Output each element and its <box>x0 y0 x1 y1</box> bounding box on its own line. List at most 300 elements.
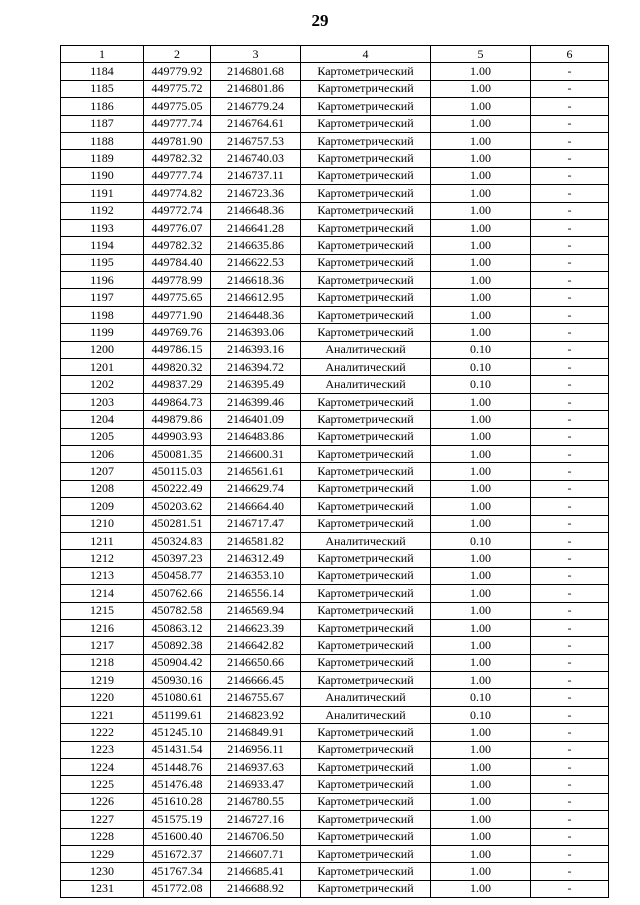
table-cell: 1.00 <box>431 759 531 776</box>
table-cell: Картометрический <box>301 550 431 567</box>
table-cell: 2146740.03 <box>211 150 301 167</box>
table-cell: Картометрический <box>301 445 431 462</box>
table-cell: 2146395.49 <box>211 376 301 393</box>
table-cell: Аналитический <box>301 376 431 393</box>
table-cell: 1227 <box>61 811 144 828</box>
table-cell: - <box>531 654 609 671</box>
table-cell: 1.00 <box>431 185 531 202</box>
table-cell: 450115.03 <box>144 463 211 480</box>
table-cell: Картометрический <box>301 428 431 445</box>
table-cell: 449820.32 <box>144 359 211 376</box>
table-cell: - <box>531 445 609 462</box>
table-cell: 1217 <box>61 637 144 654</box>
table-cell: - <box>531 637 609 654</box>
table-row <box>61 654 609 671</box>
table-cell: Картометрический <box>301 98 431 115</box>
table-cell: Картометрический <box>301 185 431 202</box>
table-cell: 2146664.40 <box>211 498 301 515</box>
table-cell: 2146933.47 <box>211 776 301 793</box>
table-cell: - <box>531 619 609 636</box>
table-cell: 1220 <box>61 689 144 706</box>
table-cell: 1186 <box>61 98 144 115</box>
table-cell: 2146727.16 <box>211 811 301 828</box>
table-cell: 1189 <box>61 150 144 167</box>
table-cell: 1214 <box>61 585 144 602</box>
table-cell: 2146801.68 <box>211 63 301 80</box>
table-cell: 0.10 <box>431 532 531 549</box>
table-cell: 2146641.28 <box>211 219 301 236</box>
table-cell: 1216 <box>61 619 144 636</box>
table-row <box>61 619 609 636</box>
table-cell: - <box>531 567 609 584</box>
table-cell: - <box>531 515 609 532</box>
table-cell: - <box>531 167 609 184</box>
table-row <box>61 411 609 428</box>
table-cell: 1.00 <box>431 793 531 810</box>
table-row <box>61 132 609 149</box>
table-cell: 1.00 <box>431 637 531 654</box>
table-cell: Картометрический <box>301 776 431 793</box>
table-cell: 0.10 <box>431 376 531 393</box>
table-cell: 449772.74 <box>144 202 211 219</box>
table-row <box>61 341 609 358</box>
page-number: 29 <box>311 11 329 30</box>
table-cell: 2146401.09 <box>211 411 301 428</box>
table-cell: - <box>531 689 609 706</box>
table-row <box>61 550 609 567</box>
table-row <box>61 845 609 862</box>
table-row <box>61 689 609 706</box>
table-cell: - <box>531 98 609 115</box>
table-cell: - <box>531 411 609 428</box>
table-cell: Картометрический <box>301 393 431 410</box>
table-cell: - <box>531 341 609 358</box>
table-row <box>61 185 609 202</box>
table-cell: 1200 <box>61 341 144 358</box>
table-cell: 1210 <box>61 515 144 532</box>
table-row <box>61 828 609 845</box>
table-cell: - <box>531 393 609 410</box>
table-cell: Картометрический <box>301 306 431 323</box>
table-row <box>61 811 609 828</box>
table-cell: 1.00 <box>431 272 531 289</box>
table-cell: 450203.62 <box>144 498 211 515</box>
table-cell: - <box>531 254 609 271</box>
table-cell: Картометрический <box>301 567 431 584</box>
table-cell: Картометрический <box>301 324 431 341</box>
table-cell: 1218 <box>61 654 144 671</box>
table-cell: 1197 <box>61 289 144 306</box>
table-cell: 1.00 <box>431 393 531 410</box>
table-cell: 2146569.94 <box>211 602 301 619</box>
table-cell: 2146618.36 <box>211 272 301 289</box>
table-cell: 451199.61 <box>144 706 211 723</box>
table-row <box>61 254 609 271</box>
table-cell: 1205 <box>61 428 144 445</box>
table-row <box>61 63 609 80</box>
table-row <box>61 880 609 897</box>
table-cell: 1.00 <box>431 845 531 862</box>
table-cell: Картометрический <box>301 880 431 897</box>
table-cell: 1.00 <box>431 654 531 671</box>
table-cell: 2146737.11 <box>211 167 301 184</box>
table-cell: Картометрический <box>301 619 431 636</box>
table-cell: 2146393.16 <box>211 341 301 358</box>
table-cell: Картометрический <box>301 411 431 428</box>
table-cell: Аналитический <box>301 341 431 358</box>
table-cell: 2146312.49 <box>211 550 301 567</box>
table-cell: 1.00 <box>431 567 531 584</box>
table-cell: 2146648.36 <box>211 202 301 219</box>
table-cell: 2146801.86 <box>211 80 301 97</box>
table-row <box>61 863 609 880</box>
table-cell: 451448.76 <box>144 759 211 776</box>
table-cell: 1.00 <box>431 132 531 149</box>
table-cell: 1213 <box>61 567 144 584</box>
table-cell: 2146685.41 <box>211 863 301 880</box>
table-cell: 1184 <box>61 63 144 80</box>
table-cell: Картометрический <box>301 202 431 219</box>
table-cell: 1208 <box>61 480 144 497</box>
table-cell: 450324.83 <box>144 532 211 549</box>
table-cell: 1194 <box>61 237 144 254</box>
table-cell: 1203 <box>61 393 144 410</box>
table-cell: - <box>531 759 609 776</box>
table-cell: 2146629.74 <box>211 480 301 497</box>
table-cell: 449782.32 <box>144 237 211 254</box>
table-cell: - <box>531 532 609 549</box>
table-cell: 1211 <box>61 532 144 549</box>
table-cell: 450397.23 <box>144 550 211 567</box>
table-cell: 451672.37 <box>144 845 211 862</box>
table-row <box>61 567 609 584</box>
table-cell: 2146394.72 <box>211 359 301 376</box>
table-cell: Картометрический <box>301 811 431 828</box>
table-header-row <box>61 46 609 63</box>
table-row <box>61 289 609 306</box>
table-cell: 1204 <box>61 411 144 428</box>
table-cell: 1212 <box>61 550 144 567</box>
table-row <box>61 637 609 654</box>
table-cell: 450281.51 <box>144 515 211 532</box>
table-cell: Картометрический <box>301 759 431 776</box>
table-cell: Картометрический <box>301 289 431 306</box>
table-cell: - <box>531 428 609 445</box>
table-cell: Картометрический <box>301 637 431 654</box>
table-cell: Картометрический <box>301 237 431 254</box>
table-cell: 1.00 <box>431 585 531 602</box>
table-cell: 1.00 <box>431 498 531 515</box>
table-cell: Картометрический <box>301 585 431 602</box>
table-cell: - <box>531 185 609 202</box>
table-cell: 449781.90 <box>144 132 211 149</box>
table-cell: 451476.48 <box>144 776 211 793</box>
table-cell: 1222 <box>61 724 144 741</box>
table-row <box>61 498 609 515</box>
table-cell: - <box>531 115 609 132</box>
table-row <box>61 793 609 810</box>
table-cell: 1201 <box>61 359 144 376</box>
table-cell: - <box>531 376 609 393</box>
table-cell: - <box>531 237 609 254</box>
table-cell: - <box>531 880 609 897</box>
table-cell: 1.00 <box>431 324 531 341</box>
table-cell: - <box>531 811 609 828</box>
table-body <box>61 63 609 898</box>
table-cell: Картометрический <box>301 167 431 184</box>
table-cell: 2146823.92 <box>211 706 301 723</box>
table-cell: 1.00 <box>431 741 531 758</box>
table-cell: - <box>531 585 609 602</box>
table-cell: 1.00 <box>431 428 531 445</box>
column-header: 1 <box>61 46 144 63</box>
table-cell: - <box>531 132 609 149</box>
table-cell: - <box>531 828 609 845</box>
table-cell: 449775.72 <box>144 80 211 97</box>
table-cell: Картометрический <box>301 845 431 862</box>
table-cell: 1.00 <box>431 306 531 323</box>
table-cell: - <box>531 63 609 80</box>
table-cell: 1219 <box>61 672 144 689</box>
table-cell: Аналитический <box>301 532 431 549</box>
column-header: 3 <box>211 46 301 63</box>
table-cell: 450458.77 <box>144 567 211 584</box>
table-cell: - <box>531 80 609 97</box>
table-cell: - <box>531 706 609 723</box>
table-cell: 1.00 <box>431 602 531 619</box>
column-header: 2 <box>144 46 211 63</box>
table-cell: 450930.16 <box>144 672 211 689</box>
table-cell: 0.10 <box>431 359 531 376</box>
table-cell: 2146448.36 <box>211 306 301 323</box>
table-cell: 1.00 <box>431 445 531 462</box>
table-cell: 1.00 <box>431 811 531 828</box>
table-cell: 2146764.61 <box>211 115 301 132</box>
table-cell: - <box>531 324 609 341</box>
table-cell: 0.10 <box>431 341 531 358</box>
table-cell: Аналитический <box>301 706 431 723</box>
table-cell: 451431.54 <box>144 741 211 758</box>
table-cell: - <box>531 202 609 219</box>
table-cell: 1.00 <box>431 80 531 97</box>
table-cell: 450222.49 <box>144 480 211 497</box>
table-cell: 449786.15 <box>144 341 211 358</box>
table-cell: Картометрический <box>301 724 431 741</box>
table-row <box>61 393 609 410</box>
table-cell: 450863.12 <box>144 619 211 636</box>
table-cell: Картометрический <box>301 602 431 619</box>
table-cell: 2146393.06 <box>211 324 301 341</box>
column-header: 6 <box>531 46 609 63</box>
table-row <box>61 98 609 115</box>
table-row <box>61 480 609 497</box>
table-cell: Картометрический <box>301 863 431 880</box>
table-cell: - <box>531 498 609 515</box>
table-cell: 1.00 <box>431 515 531 532</box>
table-cell: 450892.38 <box>144 637 211 654</box>
table-cell: 2146607.71 <box>211 845 301 862</box>
table-cell: 1221 <box>61 706 144 723</box>
table-cell: 449774.82 <box>144 185 211 202</box>
table-cell: Картометрический <box>301 515 431 532</box>
table-cell: - <box>531 776 609 793</box>
table-cell: 1193 <box>61 219 144 236</box>
table-cell: 449777.74 <box>144 115 211 132</box>
table-cell: 2146706.50 <box>211 828 301 845</box>
table-cell: 2146779.24 <box>211 98 301 115</box>
table-cell: 1.00 <box>431 619 531 636</box>
table-cell: - <box>531 550 609 567</box>
table-cell: Картометрический <box>301 80 431 97</box>
table-cell: 2146353.10 <box>211 567 301 584</box>
table-cell: 2146780.55 <box>211 793 301 810</box>
table-cell: 2146612.95 <box>211 289 301 306</box>
table-cell: Картометрический <box>301 150 431 167</box>
table-cell: 451600.40 <box>144 828 211 845</box>
table-cell: 449879.86 <box>144 411 211 428</box>
table-row <box>61 706 609 723</box>
table-cell: 449782.32 <box>144 150 211 167</box>
table-cell: 450782.58 <box>144 602 211 619</box>
table-cell: 2146635.86 <box>211 237 301 254</box>
table-cell: 2146688.92 <box>211 880 301 897</box>
table-cell: 1.00 <box>431 289 531 306</box>
table-cell: 2146666.45 <box>211 672 301 689</box>
table-cell: 1.00 <box>431 63 531 80</box>
table-row <box>61 324 609 341</box>
table-cell: - <box>531 272 609 289</box>
table-cell: 449769.76 <box>144 324 211 341</box>
column-header: 4 <box>301 46 431 63</box>
table-cell: 0.10 <box>431 689 531 706</box>
table-cell: - <box>531 306 609 323</box>
table-row <box>61 359 609 376</box>
table-cell: 451772.08 <box>144 880 211 897</box>
table-cell: 449778.99 <box>144 272 211 289</box>
table-cell: Картометрический <box>301 219 431 236</box>
table-row <box>61 428 609 445</box>
table-cell: 1187 <box>61 115 144 132</box>
table-row <box>61 585 609 602</box>
table-cell: 1.00 <box>431 550 531 567</box>
table-cell: 1207 <box>61 463 144 480</box>
table-cell: Картометрический <box>301 272 431 289</box>
table-cell: 2146483.86 <box>211 428 301 445</box>
table-cell: 1206 <box>61 445 144 462</box>
table-row <box>61 724 609 741</box>
table-cell: 1.00 <box>431 880 531 897</box>
table-row <box>61 463 609 480</box>
table-cell: 449903.93 <box>144 428 211 445</box>
table-cell: 0.10 <box>431 706 531 723</box>
table-cell: 450762.66 <box>144 585 211 602</box>
table-cell: 1.00 <box>431 863 531 880</box>
table-cell: 449784.40 <box>144 254 211 271</box>
table-cell: Картометрический <box>301 132 431 149</box>
table-cell: 449864.73 <box>144 393 211 410</box>
table-cell: - <box>531 150 609 167</box>
table-cell: 2146757.53 <box>211 132 301 149</box>
table-cell: 1.00 <box>431 167 531 184</box>
table-cell: Аналитический <box>301 359 431 376</box>
table-row <box>61 115 609 132</box>
table-row <box>61 306 609 323</box>
table-cell: 1.00 <box>431 202 531 219</box>
table-cell: 2146956.11 <box>211 741 301 758</box>
table-cell: 1.00 <box>431 219 531 236</box>
table-row <box>61 445 609 462</box>
table-row <box>61 376 609 393</box>
table-cell: 1.00 <box>431 776 531 793</box>
table-row <box>61 741 609 758</box>
table-cell: 1.00 <box>431 480 531 497</box>
table-cell: 449775.05 <box>144 98 211 115</box>
table-cell: 449775.65 <box>144 289 211 306</box>
table-cell: 449771.90 <box>144 306 211 323</box>
table-cell: 449776.07 <box>144 219 211 236</box>
table-cell: Картометрический <box>301 498 431 515</box>
table-cell: - <box>531 463 609 480</box>
table-cell: 1223 <box>61 741 144 758</box>
table-cell: Картометрический <box>301 828 431 845</box>
table-cell: 1228 <box>61 828 144 845</box>
table-cell: 1.00 <box>431 828 531 845</box>
table-cell: 450904.42 <box>144 654 211 671</box>
table-cell: 2146399.46 <box>211 393 301 410</box>
table-cell: Картометрический <box>301 463 431 480</box>
table-row <box>61 202 609 219</box>
table-cell: 1209 <box>61 498 144 515</box>
table-cell: 2146723.36 <box>211 185 301 202</box>
table-cell: 1.00 <box>431 150 531 167</box>
table-cell: - <box>531 289 609 306</box>
table-cell: 1191 <box>61 185 144 202</box>
table-cell: 1.00 <box>431 463 531 480</box>
table-row <box>61 167 609 184</box>
table-cell: Картометрический <box>301 672 431 689</box>
table-row <box>61 150 609 167</box>
table-cell: - <box>531 480 609 497</box>
table-cell: 449837.29 <box>144 376 211 393</box>
table-cell: Картометрический <box>301 480 431 497</box>
table-row <box>61 80 609 97</box>
table-cell: Картометрический <box>301 793 431 810</box>
table-cell: 1226 <box>61 793 144 810</box>
table-cell: 1215 <box>61 602 144 619</box>
coordinates-table <box>60 45 609 898</box>
table-cell: 2146650.66 <box>211 654 301 671</box>
table-cell: - <box>531 359 609 376</box>
table-cell: - <box>531 672 609 689</box>
table-row <box>61 776 609 793</box>
table-cell: 1230 <box>61 863 144 880</box>
table-cell: - <box>531 845 609 862</box>
table-cell: 451767.34 <box>144 863 211 880</box>
table-cell: 1192 <box>61 202 144 219</box>
table-cell: Аналитический <box>301 689 431 706</box>
table-row <box>61 237 609 254</box>
table-cell: 450081.35 <box>144 445 211 462</box>
table-cell: Картометрический <box>301 654 431 671</box>
table-cell: 1198 <box>61 306 144 323</box>
table-cell: 449779.92 <box>144 63 211 80</box>
table-cell: 1.00 <box>431 254 531 271</box>
table-cell: 449777.74 <box>144 167 211 184</box>
table-cell: 1188 <box>61 132 144 149</box>
table-cell: 1229 <box>61 845 144 862</box>
table-cell: 1202 <box>61 376 144 393</box>
table-cell: 1190 <box>61 167 144 184</box>
